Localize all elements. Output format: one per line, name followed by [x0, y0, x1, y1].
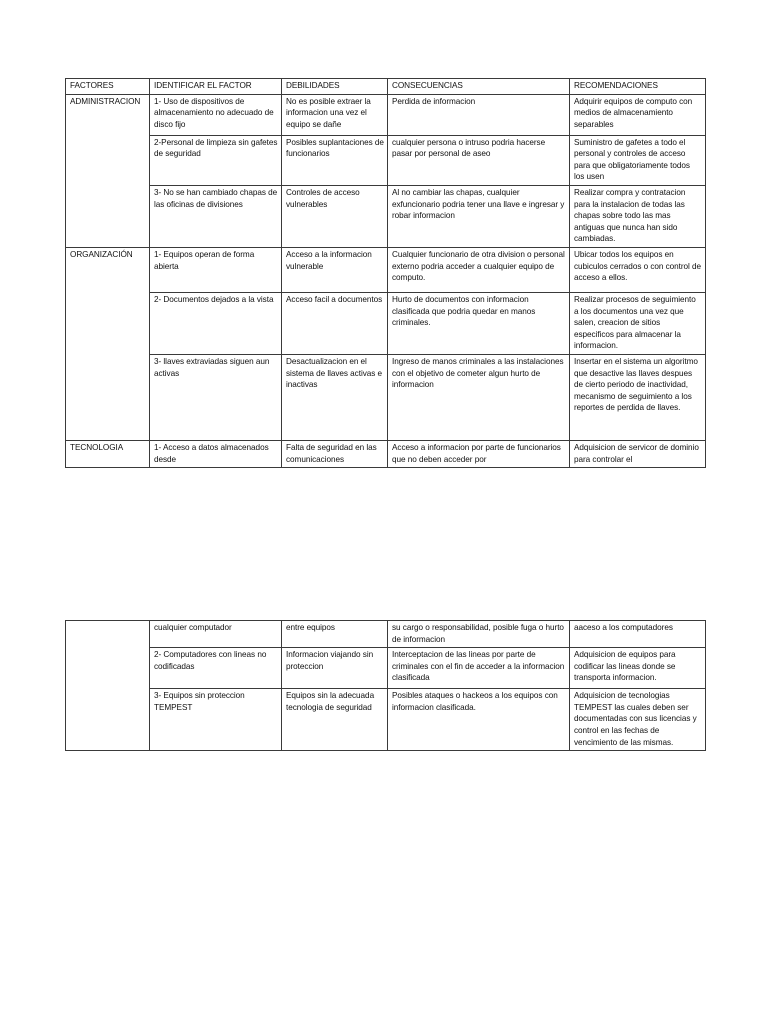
cell-identificar: cualquier computador	[150, 621, 282, 648]
header-consecuencias: CONSECUENCIAS	[388, 79, 570, 95]
table-header-row	[66, 79, 706, 95]
cell-identificar: 1- Uso de dispositivos de almacenamiento no adecuado de disco fijo	[150, 94, 282, 135]
cell-identificar: 3- No se han cambiado chapas de las oficinas de divisiones	[150, 185, 282, 247]
cell-identificar: 2- Documentos dejados a la vista	[150, 292, 282, 354]
risk-table-page-part-1	[65, 78, 706, 468]
cell-debilidad: Controles de acceso vulnerables	[282, 185, 388, 247]
cell-consecuencia: Cualquier funcionario de otra division o personal externo podria acceder a cualquier equipo de computo.	[388, 247, 570, 292]
risk-table-page-part-2	[65, 620, 706, 751]
cell-recomendacion: Adquisicion de equipos para codificar las lineas donde se transporta informacion.	[570, 648, 706, 689]
header-identificar-factor: IDENTIFICAR EL FACTOR	[150, 79, 282, 95]
cell-recomendacion: Suministro de gafetes a todo el personal y controles de acceso para que obligatoriamente todos los usen	[570, 135, 706, 185]
cell-debilidad: No es posible extraer la informacion una vez el equipo se dañe	[282, 94, 388, 135]
cell-debilidad: Posibles suplantaciones de funcionarios	[282, 135, 388, 185]
cell-debilidad: Acceso facil a documentos	[282, 292, 388, 354]
factor-cell: ADMINISTRACION	[66, 94, 150, 247]
cell-identificar: 2- Computadores con lineas no codificadas	[150, 648, 282, 689]
cell-debilidad: Informacion viajando sin proteccion	[282, 648, 388, 689]
table-row	[66, 440, 706, 467]
cell-consecuencia: su cargo o responsabilidad, posible fuga o hurto de informacion	[388, 621, 570, 648]
cell-consecuencia: Al no cambiar las chapas, cualquier exfuncionario podria tener una llave e ingresar y robar informacion	[388, 185, 570, 247]
cell-recomendacion: Insertar en el sistema un algoritmo que desactive las llaves despues de cierto periodo de inactividad, mecanismo de seguimiento a los reportes de perdida de llaves.	[570, 354, 706, 440]
cell-identificar: 1- Equipos operan de forma abierta	[150, 247, 282, 292]
cell-consecuencia: Ingreso de manos criminales a las instalaciones con el objetivo de cometer algun hurto de informacion	[388, 354, 570, 440]
cell-identificar: 3- Equipos sin proteccion TEMPEST	[150, 689, 282, 751]
table-row	[66, 648, 706, 689]
header-factores: FACTORES	[66, 79, 150, 95]
cell-debilidad: Desactualizacion en el sistema de llaves activas e inactivas	[282, 354, 388, 440]
table-row	[66, 247, 706, 292]
cell-recomendacion: Adquirir equipos de computo con medios de almacenamiento separables	[570, 94, 706, 135]
cell-identificar: 2-Personal de limpieza sin gafetes de seguridad	[150, 135, 282, 185]
cell-debilidad: entre equipos	[282, 621, 388, 648]
cell-identificar: 1- Acceso a datos almacenados desde	[150, 440, 282, 467]
cell-recomendacion: aaceso a los computadores	[570, 621, 706, 648]
table-row	[66, 94, 706, 135]
table-row	[66, 354, 706, 440]
cell-recomendacion: Adquisicion de servicor de dominio para controlar el	[570, 440, 706, 467]
cell-recomendacion: Realizar compra y contratacion para la instalacion de todas las chapas sobre todo las mas antiguas que nunca han sido cambiadas.	[570, 185, 706, 247]
cell-consecuencia: Acceso a informacion por parte de funcionarios que no deben acceder por	[388, 440, 570, 467]
factor-cell: ORGANIZACIÓN	[66, 247, 150, 440]
cell-recomendacion: Ubicar todos los equipos en cubiculos cerrados o con control de acceso a ellos.	[570, 247, 706, 292]
table-row	[66, 135, 706, 185]
factor-cell	[66, 621, 150, 751]
cell-consecuencia: cualquier persona o intruso podria hacerse pasar por personal de aseo	[388, 135, 570, 185]
table-row	[66, 292, 706, 354]
cell-consecuencia: Posibles ataques o hackeos a los equipos con informacion clasificada.	[388, 689, 570, 751]
header-recomendaciones: RECOMENDACIONES	[570, 79, 706, 95]
cell-consecuencia: Interceptacion de las lineas por parte de criminales con el fin de acceder a la informacion clasificada	[388, 648, 570, 689]
cell-debilidad: Falta de seguridad en las comunicaciones	[282, 440, 388, 467]
cell-identificar: 3- llaves extraviadas siguen aun activas	[150, 354, 282, 440]
table-row	[66, 689, 706, 751]
header-debilidades: DEBILIDADES	[282, 79, 388, 95]
table-row	[66, 185, 706, 247]
cell-consecuencia: Perdida de informacion	[388, 94, 570, 135]
cell-consecuencia: Hurto de documentos con informacion clasificada que podria quedar en manos criminales.	[388, 292, 570, 354]
factor-cell: TECNOLOGIA	[66, 440, 150, 467]
cell-recomendacion: Realizar procesos de seguimiento a los documentos una vez que salen, creacion de sitios especificos para almacenar la informacion.	[570, 292, 706, 354]
cell-debilidad: Acceso a la informacion vulnerable	[282, 247, 388, 292]
cell-debilidad: Equipos sin la adecuada tecnologia de seguridad	[282, 689, 388, 751]
table-row	[66, 621, 706, 648]
cell-recomendacion: Adquisicion de tecnologias TEMPEST las cuales deben ser documentadas con sus licencias y control en las fechas de vencimiento de las mismas.	[570, 689, 706, 751]
